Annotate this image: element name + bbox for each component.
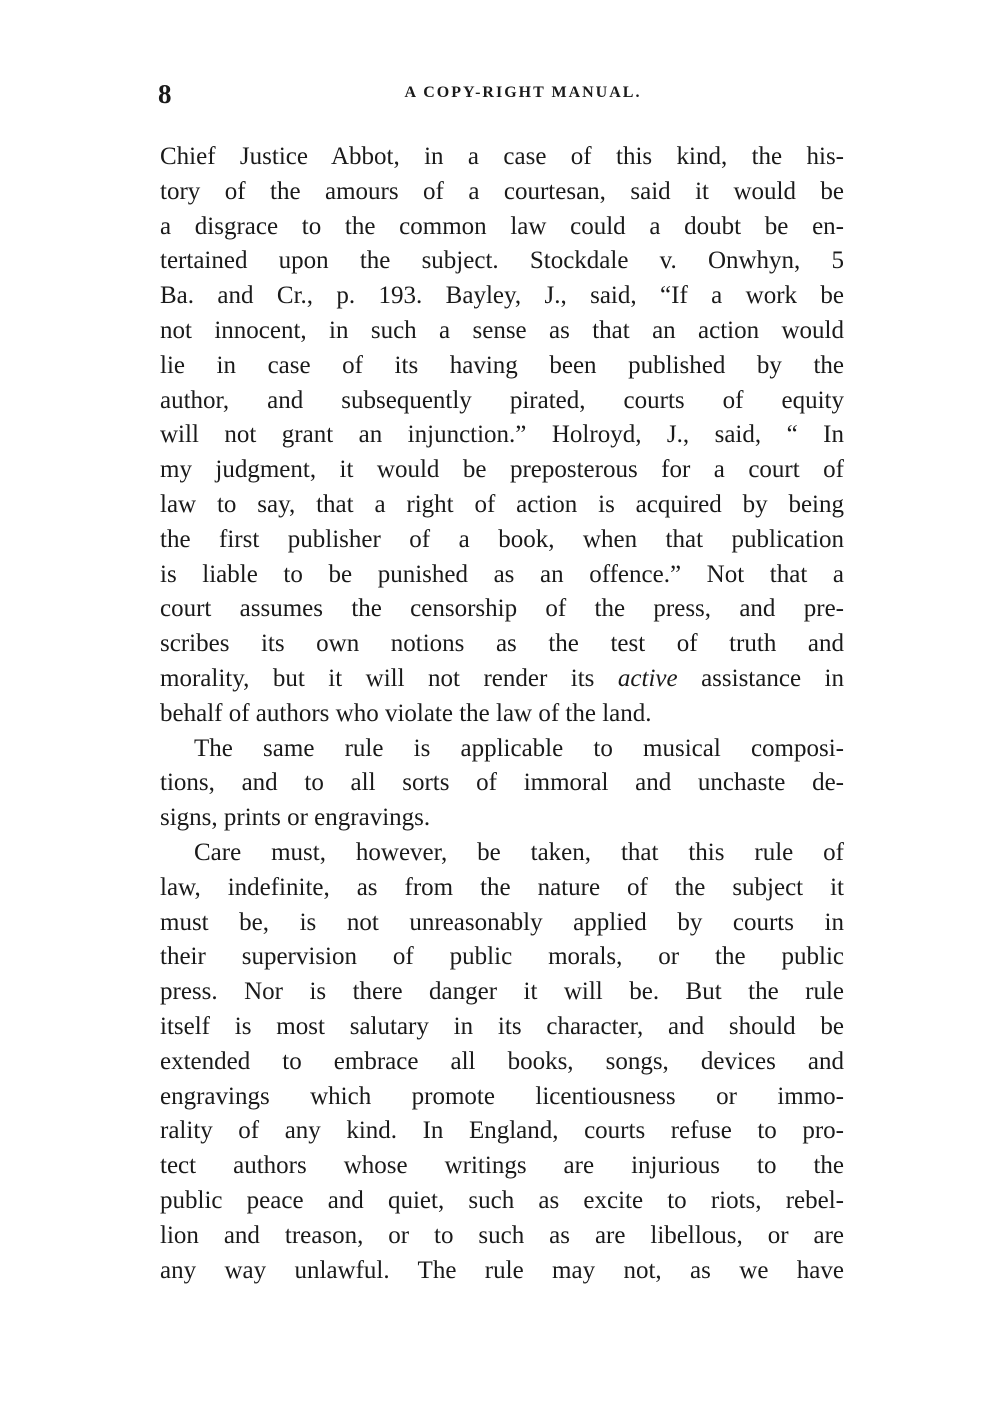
text-line: law to say, that a right of action is acquired by being <box>160 490 844 518</box>
text-line: must be, is not unreasonably applied by courts in <box>160 908 844 936</box>
text-line: rality of any kind. In England, courts refuse to pro- <box>160 1117 844 1145</box>
text-line: tect authors whose writings are injurious to the <box>160 1152 844 1180</box>
text-line: Chief Justice Abbot, in a case of this kind, the his- <box>160 143 844 170</box>
text-line: will not grant an injunction.” Holroyd, J., said, “ In <box>160 421 844 449</box>
text-segment: assistance in <box>677 664 844 692</box>
text-line: my judgment, it would be preposterous for a court of <box>160 456 844 484</box>
running-title: A COPY-RIGHT MANUAL. <box>404 84 642 101</box>
italic-word: active <box>617 664 678 692</box>
text-line: is liable to be punished as an offence.” Not that a <box>160 560 844 588</box>
text-line: a disgrace to the common law could a doubt be en- <box>160 212 844 240</box>
text-line-with-italic <box>160 662 844 697</box>
body-text <box>160 140 844 1288</box>
text-line: tions, and to all sorts of immoral and unchaste de- <box>160 769 844 797</box>
text-line: press. Nor is there danger it will be. But the rule <box>160 978 844 1006</box>
text-line: author, and subsequently pirated, courts of equity <box>160 386 844 414</box>
text-line: scribes its own notions as the test of truth and <box>160 630 844 658</box>
text-line: itself is most salutary in its character, and should be <box>160 1012 844 1040</box>
text-line: behalf of authors who violate the law of the land. <box>160 699 652 727</box>
text-line: engravings which promote licentiousness or immo- <box>160 1082 844 1110</box>
text-line: law, indefinite, as from the nature of the subject it <box>160 873 844 901</box>
text-line: tory of the amours of a courtesan, said it would be <box>160 177 844 205</box>
text-line: not innocent, in such a sense as that an action would <box>160 316 844 344</box>
text-line: public peace and quiet, such as excite to riots, rebel- <box>160 1186 844 1214</box>
text-line: any way unlawful. The rule may not, as we have <box>160 1256 844 1284</box>
text-line: lion and treason, or to such as are libellous, or are <box>160 1221 844 1249</box>
text-line: the first publisher of a book, when that publication <box>160 525 844 553</box>
text-line: Ba. and Cr., p. 193. Bayley, J., said, “If a work be <box>160 282 844 310</box>
paragraph-first-line: Care must, however, be taken, that this rule of <box>194 838 844 866</box>
text-segment: morality, but it will not render its <box>160 664 618 692</box>
text-line: extended to embrace all books, songs, devices and <box>160 1047 844 1075</box>
paragraph-first-line: The same rule is applicable to musical composi- <box>194 734 844 762</box>
page-header <box>158 78 848 112</box>
page-number: 8 <box>158 79 172 109</box>
text-line: signs, prints or engravings. <box>160 804 431 832</box>
text-line: their supervision of public morals, or the public <box>160 943 844 971</box>
text-line: lie in case of its having been published by the <box>160 351 844 379</box>
text-line: tertained upon the subject. Stockdale v. Onwhyn, 5 <box>160 247 844 275</box>
text-line: court assumes the censorship of the press, and pre- <box>160 595 844 623</box>
